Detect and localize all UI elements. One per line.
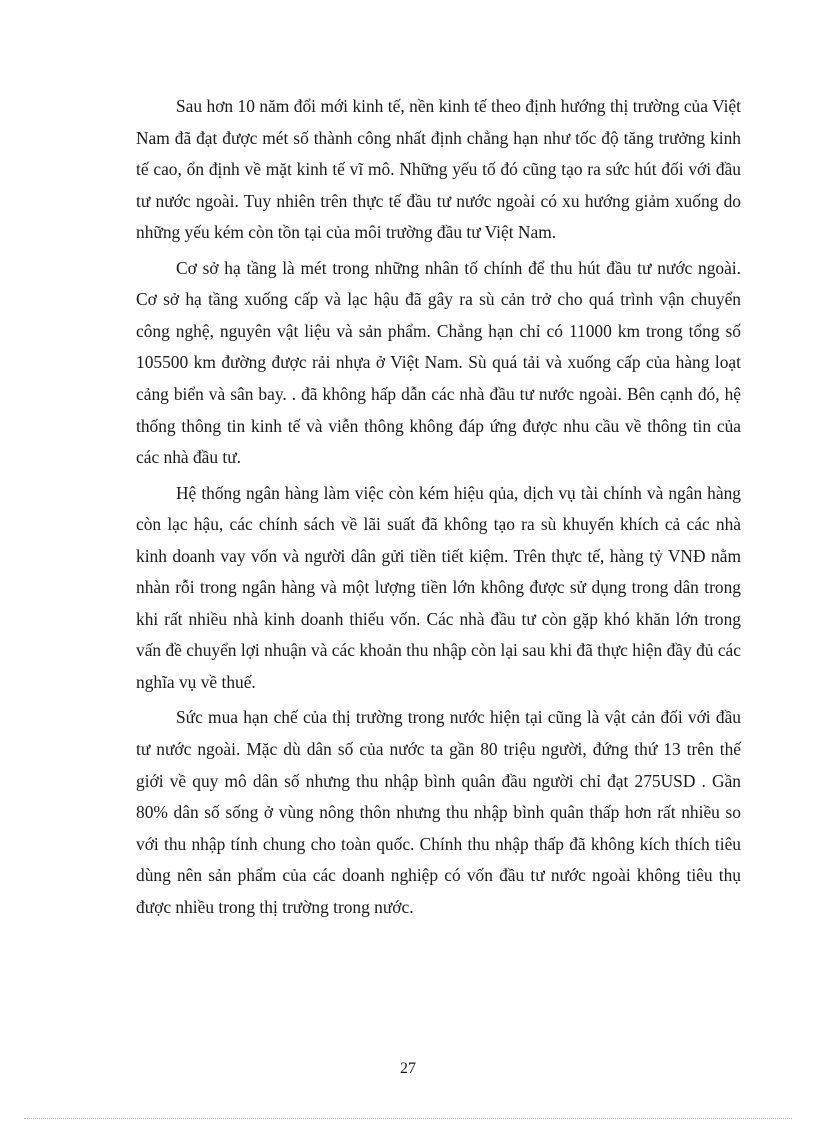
footer-divider [24, 1118, 792, 1119]
paragraph-1: Sau hơn 10 năm đổi mới kinh tế, nền kinh tế theo định hướng thị trường của Việt Nam đã đạt được mét số thành công nhất định chẳng hạn như tốc độ tăng trưởng kinh tế cao, ổn định về mặt kinh tế vĩ mô. Những yếu tố đó cũng tạo ra sức hút đối với đầu tư nước ngoài. Tuy nhiên trên thực tế đầu tư nước ngoài có xu hướng giảm xuống do những yếu kém còn tồn tại của môi trường đầu tư Việt Nam. [136, 96, 741, 243]
paragraph-4: Sức mua hạn chế của thị trường trong nước hiện tại cũng là vật cản đối với đầu tư nước ngoài. Mặc dù dân số của nước ta gần 80 triệu người, đứng thứ 13 trên thế giới về quy mô dân số nhưng thu nhập bình quân đầu người chỉ đạt 275USD . Gần 80% dân số sống ở vùng nông thôn nhưng thu nhập bình quân thấp hơn rất nhiều so với thu nhập tính chung cho toàn quốc. Chính thu nhập thấp đã không kích thích tiêu dùng nên sản phẩm của các doanh nghiệp có vốn đầu tư nước ngoài không tiêu thụ được nhiều trong thị trường trong nước. [136, 707, 741, 917]
body-text [136, 91, 741, 927]
page-number: 27 [400, 1060, 416, 1077]
paragraph-3: Hệ thống ngân hàng làm việc còn kém hiệu qủa, dịch vụ tài chính và ngân hàng còn lạc hậu, các chính sách về lãi suất đã không tạo ra sù khuyến khích cả các nhà kinh doanh vay vốn và người dân gửi tiền tiết kiệm. Trên thực tế, hàng tỷ VNĐ nằm nhàn rỗi trong ngân hàng và một lượng tiền lớn không được sử dụng trong dân trong khi rất nhiều nhà kinh doanh thiếu vốn. Các nhà đầu tư còn gặp khó khăn lớn trong vấn đề chuyển lợi nhuận và các khoản thu nhập còn lại sau khi đã thực hiện đầy đủ các nghĩa vụ về thuế. [136, 482, 741, 693]
paragraph-2: Cơ sở hạ tầng là mét trong những nhân tố chính để thu hút đầu tư nước ngoài. Cơ sở hạ tầng xuống cấp và lạc hậu đã gây ra sù cản trở cho quá trình vận chuyển công nghệ, nguyên vật liệu và sản phẩm. Chẳng hạn chỉ có 11000 km trong tổng số 105500 km đường được rải nhựa ở Việt Nam. Sù quá tải và xuống cấp của hàng loạt cảng biển và sân bay. . đã không hấp dẫn các nhà đầu tư nước ngoài. Bên cạnh đó, hệ thống thông tin kinh tế và viễn thông không đáp ứng được nhu cầu về thông tin của các nhà đầu tư. [136, 257, 741, 468]
